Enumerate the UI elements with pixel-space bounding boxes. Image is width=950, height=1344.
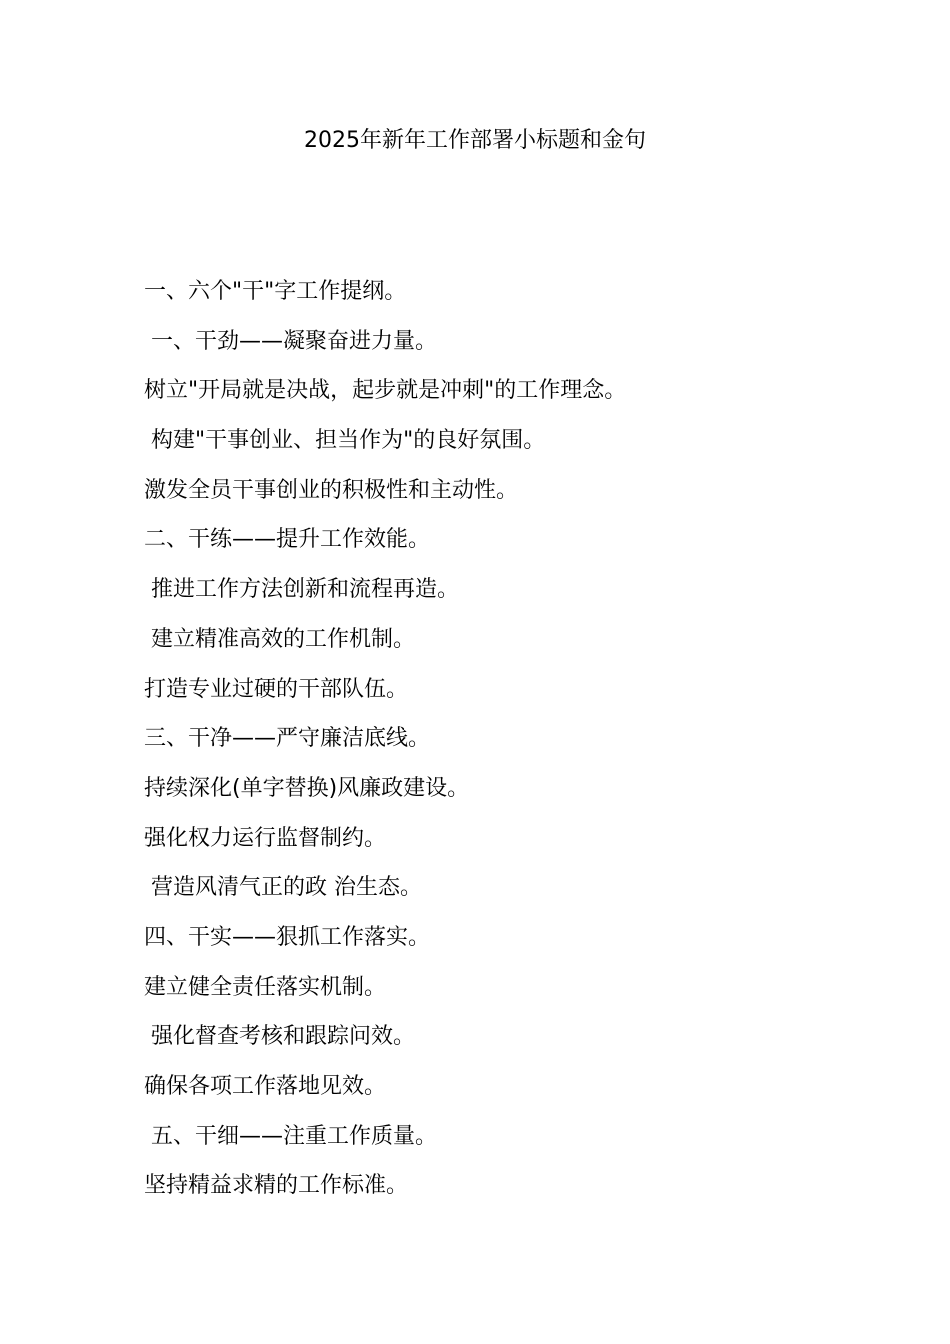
body-line: 坚持精益求精的工作标准。 [144, 1173, 409, 1199]
body-line: 强化督查考核和跟踪问效。 [144, 1024, 415, 1050]
body-line: 激发全员干事创业的积极性和主动性。 [144, 477, 519, 503]
section-heading-ganxi: 五、干细——注重工作质量。 [144, 1123, 437, 1149]
section-heading-ganshi: 四、干实——狠抓工作落实。 [144, 924, 431, 950]
body-line: 树立"开局就是决战，起步就是冲刺"的工作理念。 [144, 378, 627, 404]
body-line: 营造风清气正的政 治生态。 [144, 875, 422, 901]
body-line: 构建"干事创业、担当作为"的良好氛围。 [144, 428, 546, 454]
document-title: 2025年新年工作部署小标题和金句 [304, 128, 646, 153]
body-line: 建立精准高效的工作机制。 [144, 626, 415, 652]
body-line: 推进工作方法创新和流程再造。 [144, 577, 459, 603]
section-heading-outline: 一、六个"干"字工作提纲。 [144, 279, 407, 304]
body-line: 强化权力运行监督制约。 [144, 825, 387, 851]
section-heading-ganjin: 一、干劲——凝聚奋进力量。 [144, 328, 437, 354]
section-heading-ganlian: 二、干练——提升工作效能。 [144, 527, 431, 553]
section-heading-ganjing: 三、干净——严守廉洁底线。 [144, 726, 431, 752]
document-body [144, 275, 904, 1219]
body-line: 持续深化(单字替换)风廉政建设。 [144, 775, 470, 801]
body-line: 打造专业过硬的干部队伍。 [144, 676, 409, 702]
body-line: 确保各项工作落地见效。 [144, 1074, 387, 1099]
body-line: 建立健全责任落实机制。 [144, 974, 387, 1000]
